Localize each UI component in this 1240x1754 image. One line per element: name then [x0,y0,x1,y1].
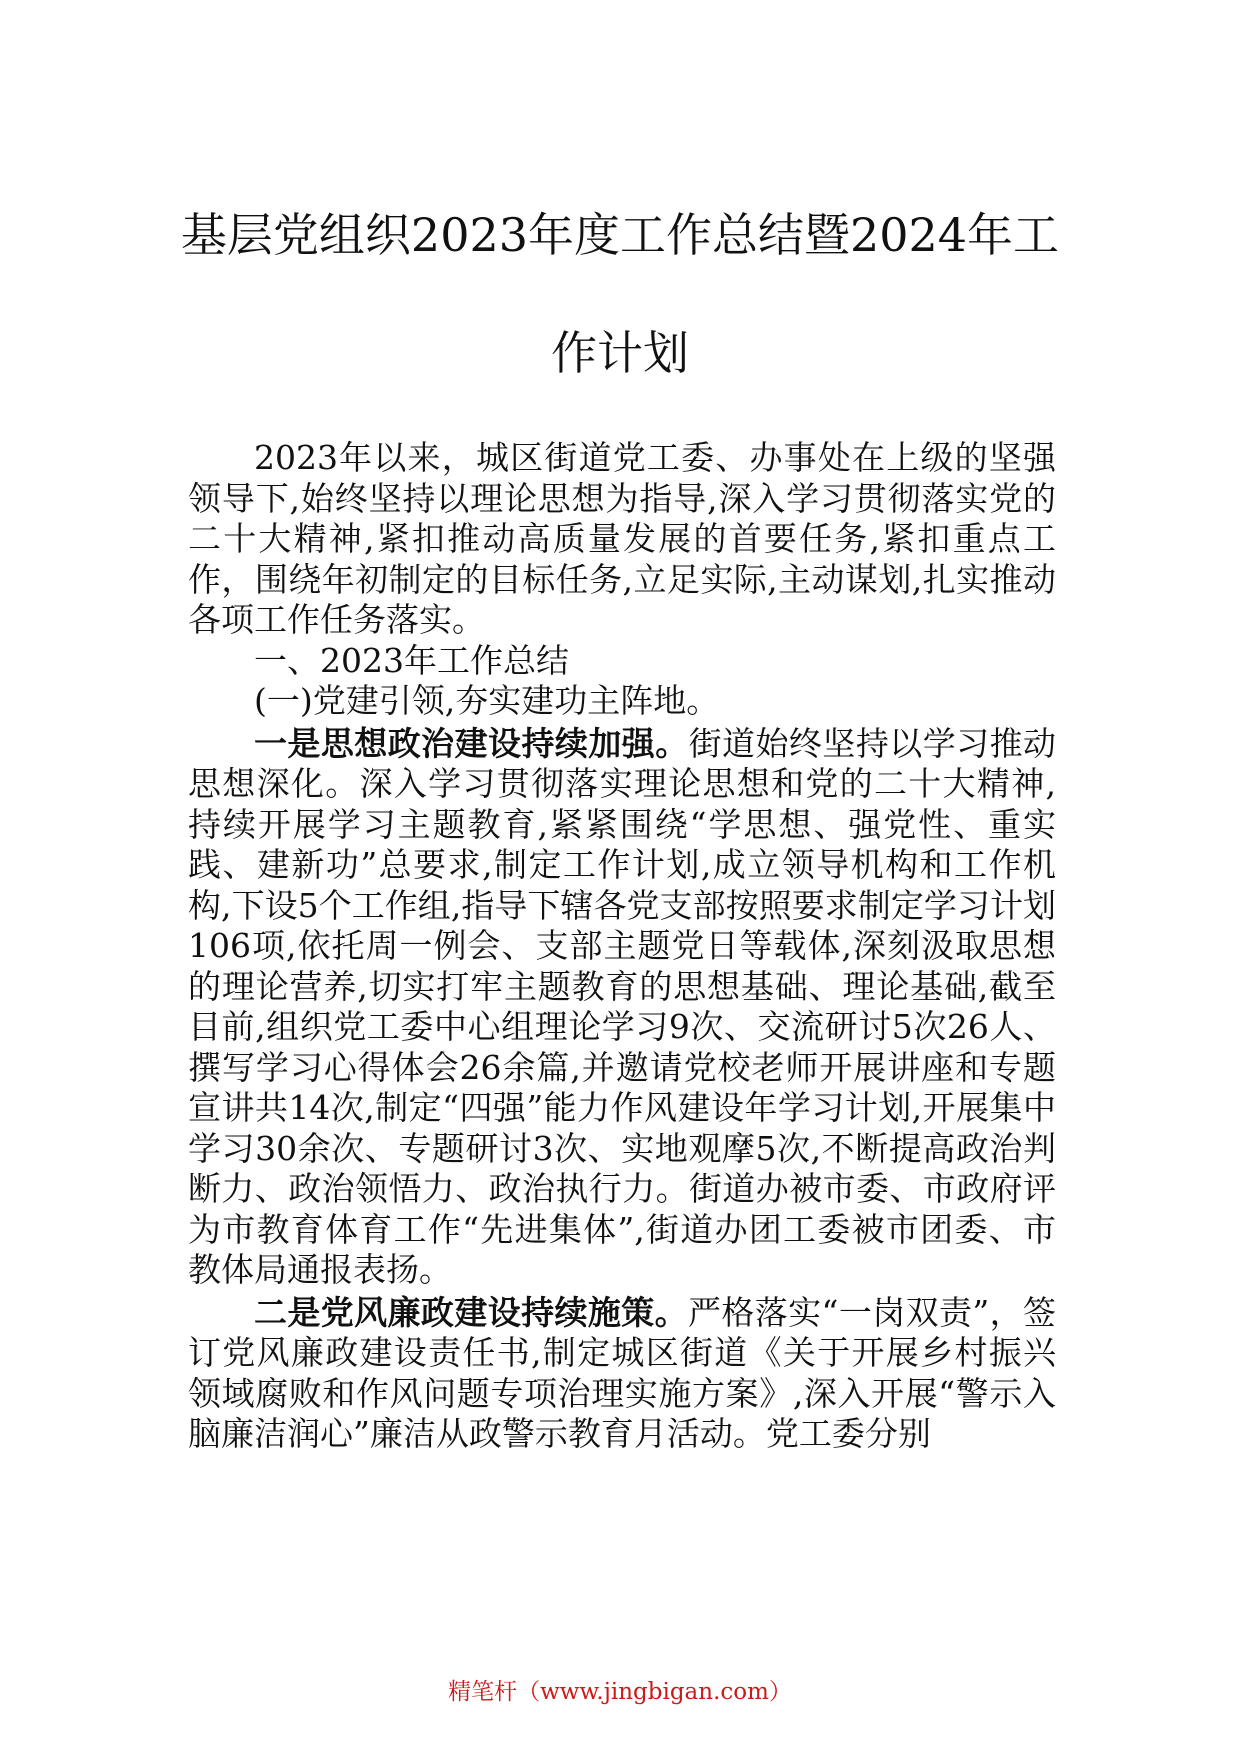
point-one-paragraph [188,724,1056,1291]
point-two-lead: 二是党风廉政建设持续施策。 [254,1292,689,1332]
subsection-heading: (一)党建引领,夯实建功主阵地。 [254,681,720,720]
document-title-line-1: 基层党组织2023年度工作总结暨2024年工 [180,208,1060,262]
point-two-paragraph [188,1293,1056,1455]
section-heading: 一、2023年工作总结 [254,640,569,680]
point-one-body: 街道始终坚持以学习推动思想深化。深入学习贯彻落实理论思想和党的二十大精神,持续开展学习主题教育,紧紧围绕“学思想、强党性、重实践、建新功”总要求,制定工作计划,成立领导机构和工作机构,下设5个工作组,指导下辖各党支部按照要求制定学习计划106项,依托周一例会、支部主题党日等载体,深刻汲取思想的理论营养,切实打牢主题教育的思想基础、理论基础,截至目前,组织党工委中心组理论学习9次、交流研讨5次26人、撰写学习心得体会26余篇,并邀请党校老师开展讲座和专题宣讲共14次,制定“四强”能力作风建设年学习计划,开展集中学习30余次、专题研讨3次、实地观摩5次,不断提高政治判断力、政治领悟力、政治执行力。街道办被市委、市政府评为市教育体育工作“先进集体”,街道办团工委被市团委、市教体局通报表扬。 [188,723,1057,1289]
document-body [188,438,1056,1455]
intro-paragraph: 2023年以来，城区街道党工委、办事处在上级的坚强领导下,始终坚持以理论思想为指导,深入学习贯彻落实党的二十大精神,紧扣推动高质量发展的首要任务,紧扣重点工作，围绕年初制定的目标任务,立足实际,主动谋划,扎实推动各项工作任务落实。 [188,438,1056,639]
footer-watermark: 精笔杆（www.jingbigan.com） [448,1679,792,1705]
point-one-lead: 一是思想政治建设持续加强。 [254,723,689,763]
point-two-body: 严格落实“一岗双责”，签订党风廉政建设责任书,制定城区街道《关于开展乡村振兴领域腐败和作风问题专项治理实施方案》,深入开展“警示入脑廉洁润心”廉洁从政警示教育月活动。党工委分别 [188,1292,1056,1453]
document-title-line-2: 作计划 [551,326,689,380]
